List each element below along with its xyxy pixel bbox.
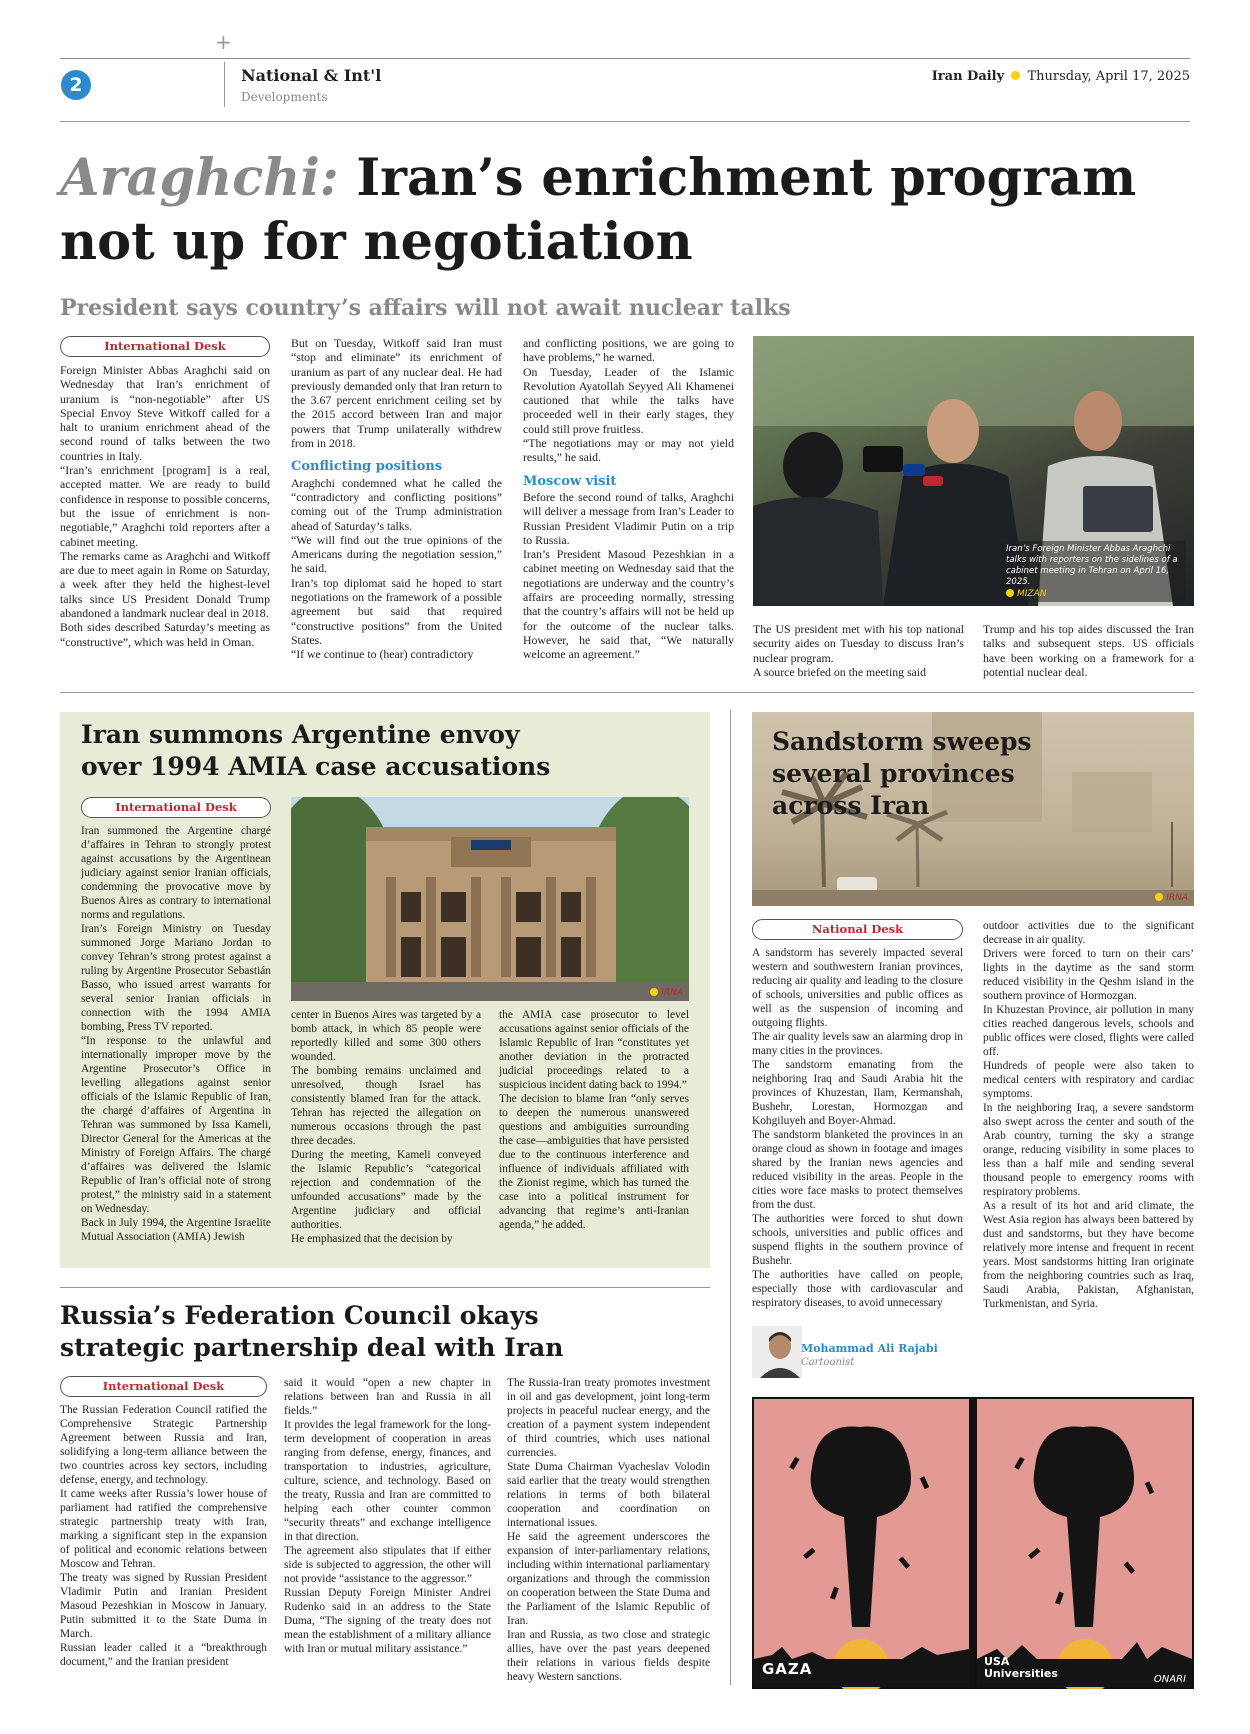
lead-col3-p5: Iran’s President Masoud Pezeshkian in a cabinet meeting on Wednesday said that the negotiations are underway and the country’s affairs are proceeding normally, stressing that the country’s affairs will not be held up for the outcome of the nuclear talks. However, he said that, “We naturally welcome an agreement.” [523,547,734,662]
headline-line-2: not up for negotiation [60,212,693,272]
argentina-col2-p3: During the meeting, Kameli conveyed the Islamic Republic’s “categorical rejection and condemnation of the unfounded accusations” made by the Argentine judiciary and official authorities. [291,1149,481,1231]
top-plus-mark: + [215,30,232,54]
argentina-col3-p2: The decision to blame Iran “only serves to deepen the numerous unanswered questions and ambiguities surrounding the case—ambiguities that have persisted due to the continuous interference and influence of individuals affiliated with the Zionist regime, which has turned the case into a political instrument for advancing that regime’s anti-Iranian agenda,” he added. [499,1093,689,1231]
headline-line-1: Iran’s enrichment program [356,148,1137,208]
russia-col2-p2: It provides the legal framework for the long-term development of cooperation in areas ranging from defense, energy, finances, and transportation to industries, agriculture, culture, science, and technology. Based on the treaty, Russia and Iran are committed to helping each other counter common “security threats” and exchange intelligence in that direction. [284,1419,491,1543]
russia-col3-p3: He said the agreement underscores the expansion of inter-parliamentary relations, including within international parliamentary organizations and through the commission on cooperation between the State Duma and the Parliament of the Islamic Republic of Iran. [507,1531,710,1627]
section-subtitle: Developments [241,90,328,104]
argentina-headline-line-1: Iran summons Argentine envoy [81,720,520,749]
russia-column-3 [507,1376,710,1684]
cartoonist-role: Cartoonist [801,1357,855,1368]
cartoonist-avatar [752,1326,802,1378]
lead-col1-p2: “Iran’s enrichment [program] is a real, accepted matter. We are ready to build confidence in response to possible concerns, but the issue of enrichment is non-negotiable,” Araghchi told reporters after a cabinet meeting. [60,463,270,549]
argentina-desk-label: International Desk [81,797,271,818]
argentina-headline [81,719,550,783]
russia-col1-p2: It came weeks after Russia’s lower house of parliament had ratified the comprehensive strategic partnership treaty with Iran, marking a significant step in the expansion of political and economic relations between Moscow and Tehran. [60,1488,267,1570]
lead-bottom-rule [60,692,1194,693]
sandstorm-col1-p3: The sandstorm emanating from the neighboring Iraq and Saudi Arabia hit the provinces of Khuzestan, Ilam, Kermanshah, Bushehr, Lorestan, Hormozgan and Kohgiluyeh and Boyer-Ahmad. [752,1059,963,1127]
header-divider [224,62,225,107]
cartoon-illustration [752,1397,1194,1689]
sandstorm-column-1 [752,946,963,1310]
argentina-col2-p4: He emphasized that the decision by [291,1233,453,1245]
russia-headline-line-1: Russia’s Federation Council okays [60,1301,539,1330]
lead-col5-p1: Trump and his top aides discussed the Iran talks and subsequent steps. US officials have been working on a framework for a potential nuclear deal. [983,622,1194,679]
headline-italic-name: Araghchi: [60,148,339,208]
center-vertical-rule [730,710,731,1685]
russia-col1-p1: The Russian Federation Council ratified the Comprehensive Strategic Partnership Agreement between Russia and Iran, solidifying a long-term alliance between the two countries across key sectors, including defense, energy, and technology. [60,1404,267,1486]
cartoon-panel [752,1397,1194,1689]
cartoon-signature: ONARI [1153,1674,1186,1685]
cartoon-label-gaza: GAZA [762,1660,813,1678]
sandstorm-photo-credit [1155,893,1188,903]
russia-column-1 [60,1403,267,1669]
sandstorm-col2-p2: Drivers were forced to turn on their cars’ lights in the daytime as the sand storm reduced visibility in the Qeshm island in the southern province of Hormozgan. [983,948,1194,1002]
russia-col1-p4: Russian leader called it a “breakthrough document,” and the Iranian president [60,1642,267,1668]
lead-column-2 [291,336,502,662]
russia-desk-label: International Desk [60,1376,267,1397]
lead-col1-p1: Foreign Minister Abbas Araghchi said on Wednesday that Iran’s enrichment of uranium is “non-negotiable” after US Special Envoy Steve Witkoff called for a halt to uranium enrichment ahead of the second round of talks between the two countries in Italy. [60,363,270,463]
cartoonist-portrait-icon [752,1326,802,1378]
lead-col2-p2: Araghchi condemned what he called the “contradictory and conflicting positions” coming out of the Trump administration ahead of Saturday’s talks. [291,475,502,533]
lead-photo-credit [1006,589,1181,599]
sandstorm-headline-line-2: several provinces [772,759,1015,788]
paper-name: Iran Daily [931,69,1005,84]
argentina-col2-p1: center in Buenos Aires was targeted by a bomb attack, in which 85 people were reportedly killed and some 300 others wounded. [291,1009,481,1063]
sandstorm-col1-p4: The sandstorm blanketed the provinces in an orange cloud as shown in footage and images shared by the Iranian news agencies and reduced visibility in the areas. People in the cities wore face masks to protect themselves from the dust. [752,1129,963,1211]
russia-headline-line-2: strategic partnership deal with Iran [60,1333,564,1362]
lead-column-3 [523,336,734,662]
separator-dot [1011,71,1020,80]
lead-col2-p3: “We will find out the true opinions of the Americans during the negotiation session,” he said. [291,532,502,576]
lead-col3-p4: Before the second round of talks, Araghchi will deliver a message from Iran’s Leader to Russian President Vladimir Putin on a trip to Russia. [523,489,734,547]
sandstorm-headline-line-3: across Iran [772,791,930,820]
sandstorm-headline [772,726,1032,822]
embassy-building-illustration [291,797,689,1001]
lead-photo [753,336,1194,606]
argentina-photo-credit [650,988,683,998]
lead-column-1 [60,363,270,649]
sandstorm-col2-p4: Hundreds of people were also taken to medical centers with respiratory and cardiac symptoms. [983,1060,1194,1100]
argentina-column-2 [291,1008,481,1246]
argentina-col3-p1: the AMIA case prosecutor to level accusations against senior officials of the Islamic Republic of Iran “constitutes yet another deviation in the protracted judicial proceedings related to a suspicious incident dating back to 1994.” [499,1009,689,1091]
lead-col2-p5: “If we continue to (hear) contradictory [291,647,474,662]
lead-col4-p2: A source briefed on the meeting said [753,664,926,679]
argentina-col1-p1: Iran summoned the Argentine chargé d’affaires in Tehran to strongly protest against accusations by the Argentinean judiciary against senior Iranian officials, condemning the provocative move by Buenos Aires as contrary to international norms and regulations. [81,825,271,921]
lead-col3-p1: and conflicting positions, we are going to have problems,” he warned. [523,336,734,365]
argentina-col2-p2: The bombing remains unclaimed and unresolved, though Israel has consistently blamed Iran for the attack. Tehran has rejected the allegation on numerous occasions through the past three decades. [291,1065,481,1147]
cartoon-label-usa [984,1656,1058,1680]
sandstorm-col1-p5: The authorities were forced to shut down schools, universities and public offices and suspend flights in the southern province of Bushehr. [752,1213,963,1267]
lead-photo-caption-box [1001,541,1186,602]
argentina-col1-p3: “In response to the unlawful and internationally improper move by the Argentine Prosecutor’s Office in levelling allegations against senior officials of the Islamic Republic of Iran, the chargé d’affaires of Argentina in Tehran was summoned by Issa Kameli, Director General for the Americas at the Ministry of Foreign Affairs. The chargé d’affaires was delivered the Islamic Republic of Iran’s official note of strong protest,” the ministry said in a statement on Wednesday. [81,1035,271,1215]
russia-column-2 [284,1376,491,1656]
argentina-column-3 [499,1008,689,1232]
cartoon-label-usa-line-1: USA [984,1655,1010,1668]
lead-desk-label: International Desk [60,336,270,357]
argentina-photo-credit-text: IRNA [661,988,683,998]
lead-deck: President says country’s affairs will not await nuclear talks [60,295,791,321]
page-number-badge [61,70,91,100]
argentina-col1-p4: Back in July 1994, the Argentine Israelite Mutual Association (AMIA) Jewish [81,1217,271,1243]
lead-col3-p3: “The negotiations may or may not yield results,” he said. [523,436,734,465]
sandstorm-col1-p2: The air quality levels saw an alarming drop in many cities in the provinces. [752,1031,963,1057]
lead-headline [60,146,1136,274]
header-top-rule [60,58,1190,59]
lead-col3-p2: On Tuesday, Leader of the Islamic Revolution Ayatollah Seyyed Ali Khamenei cautioned that while the talks have proceeded well in their early stages, they could still prove fruitless. [523,364,734,436]
lead-column-4 [753,622,964,679]
subhead-moscow-visit: Moscow visit [523,473,617,489]
sandstorm-desk-label: National Desk [752,919,963,940]
sandstorm-col2-p5: In the neighboring Iraq, a severe sandstorm also swept across the center and south of the Arab country, turning the sky a strange orange, reducing visibility in some places to less than a half mile and sending several thousand people to emergency rooms with respiratory problems. [983,1102,1194,1198]
russia-col2-p1: said it would “open a new chapter in relations between Iran and Russia in all fields.” [284,1377,491,1417]
header-bottom-rule [60,121,1190,122]
russia-col1-p3: The treaty was signed by Russian President Vladimir Putin and Iranian President Masoud Pezeshkian in Moscow in January. Putin submitted it to the State Duma in March. [60,1572,267,1640]
lead-col4-p1: The US president met with his top national security aides on Tuesday to discuss Iran’s nuclear program. [753,622,964,665]
sandstorm-col2-p1: outdoor activities due to the significant decrease in air quality. [983,920,1194,946]
lead-col2-p1: But on Tuesday, Witkoff said Iran must “stop and eliminate” its enrichment of uranium as part of any nuclear deal. He had previously demanded only that Iran return to the 3.67 percent enrichment ceiling set by the 2015 accord between Iran and major powers that Trump unilaterally withdrew from in 2018. [291,336,502,451]
issue-date: Thursday, April 17, 2025 [1027,69,1190,84]
masthead-info [932,69,1190,84]
russia-col3-p1: The Russia-Iran treaty promotes investment in oil and gas development, joint long-term projects in peaceful nuclear energy, and the creation of a payment system independent of third countries, which uses national currencies. [507,1377,710,1459]
lead-column-5 [983,622,1194,679]
argentina-col1-p2: Iran’s Foreign Ministry on Tuesday summoned Jorge Mariano Jordan to convey Tehran’s strong protest against a ruling by Argentine Prosecutor Sebastián Basso, who issued arrest warrants for several senior Iranian officials in connection with the 1994 AMIA bombing, Press TV reported. [81,923,271,1033]
sandstorm-col1-p6: The authorities have called on people, especially those with cardiovascular and respiratory diseases, to avoid unnecessary [752,1269,963,1309]
sandstorm-col1-p1: A sandstorm has severely impacted several western and southwestern Iranian provinces, reducing air quality and leading to the closure of schools, universities and public offices as well as the suspension of incoming and outgoing flights. [752,947,963,1029]
russia-col3-p2: State Duma Chairman Vyacheslav Volodin said earlier that the treaty would strengthen relations in terms of both bilateral cooperation and coordination on international issues. [507,1461,710,1529]
lead-photo-caption: Iran’s Foreign Minister Abbas Araghchi talks with reporters on the sidelines of a cabinet meeting in Tehran on April 16, 2025. [1006,544,1178,587]
russia-col3-p4: Iran and Russia, as two close and strategic allies, have over the past years deepened their relations in various fields despite heavy Western sanctions. [507,1629,710,1683]
argentina-headline-line-2: over 1994 AMIA case accusations [81,752,551,781]
lead-col1-p3: The remarks came as Araghchi and Witkoff are due to meet again in Rome on Saturday, a week after they held the highest-level talks since US President Donald Trump abandoned a landmark nuclear deal in 2018. [60,548,270,621]
argentina-column-1 [81,824,271,1244]
argentina-bottom-rule [60,1287,710,1288]
sandstorm-col2-p6: As a result of its hot and arid climate, the West Asia region has always been battered by dust and sandstorms, but they have become relatively more intense and frequent in recent years. Most sandstorms hitting Iran originate from the neighboring countries such as Iraq, Saudi Arabia, Pakistan, Afghanistan, Turkmenistan, and Syria. [983,1200,1194,1310]
cartoonist-name: Mohammad Ali Rajabi [801,1342,938,1355]
section-title: National & Int'l [241,66,382,85]
lead-photo-credit-text: MIZAN [1017,589,1047,599]
page-number: 2 [69,74,83,96]
cartoon-label-usa-line-2: Universities [984,1667,1058,1680]
russia-col2-p4: Russian Deputy Foreign Minister Andrei Rudenko said in an address to the State Duma, “The signing of the treaty does not mean the establishment of a military alliance with Iran or mutual military assistance.” [284,1587,491,1655]
lead-col2-p4: Iran’s top diplomat said he hoped to start negotiations on the framework of a possible agreement but said that required “constructive positions” from the United States. [291,575,502,647]
russia-headline [60,1300,563,1364]
sandstorm-headline-line-1: Sandstorm sweeps [772,727,1032,756]
subhead-conflicting-positions: Conflicting positions [291,459,443,475]
sandstorm-photo-credit-text: IRNA [1166,893,1188,903]
russia-col2-p3: The agreement also stipulates that if either side is subjected to aggression, the other will not provide “assistance to the aggressor.” [284,1545,491,1585]
sandstorm-col2-p3: In Khuzestan Province, air pollution in many cities reached dangerous levels, schools and public offices were closed, flights were called off. [983,1004,1194,1058]
sandstorm-column-2 [983,919,1194,1311]
lead-col1-p4: Both sides described Saturday’s meeting as “constructive”, which was held in Oman. [60,620,270,649]
argentina-photo [291,797,689,1001]
